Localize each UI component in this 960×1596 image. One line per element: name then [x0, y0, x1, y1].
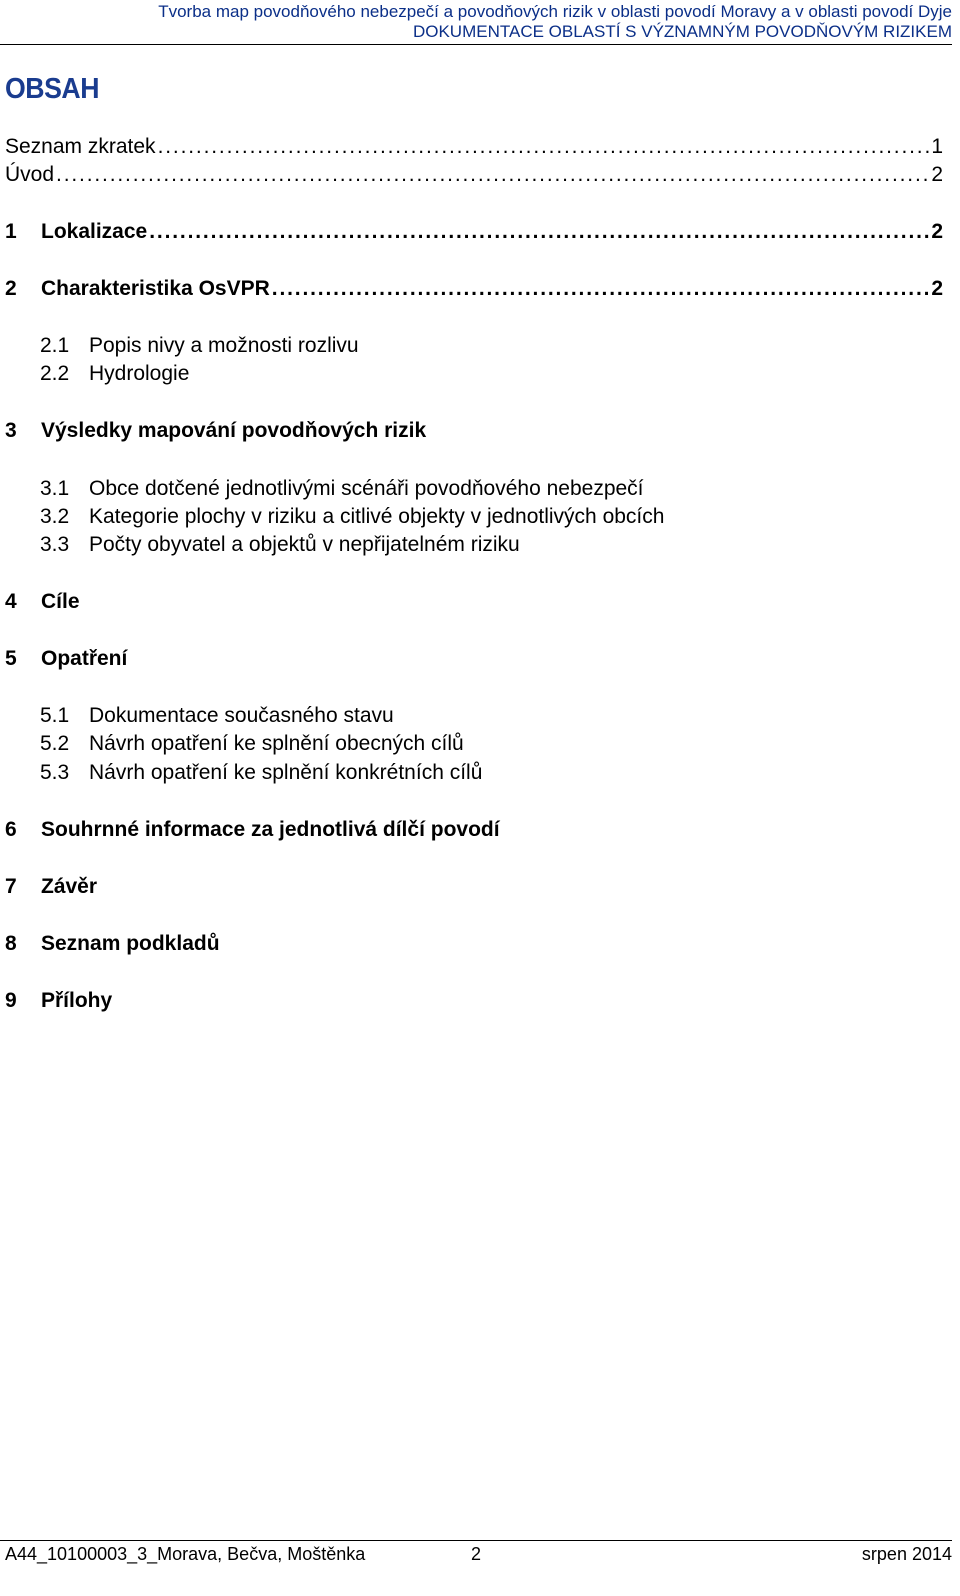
toc-entry-label: Návrh opatření ke splnění obecných cílů: [89, 732, 464, 755]
toc-entry-3-2[interactable]: [40, 504, 943, 530]
toc-entry-5-2[interactable]: [40, 731, 943, 757]
toc-entry-label: Popis nivy a možnosti rozlivu: [89, 334, 359, 357]
toc-entry-label: Obce dotčené jednotlivými scénáři povodňového nebezpečí: [89, 477, 644, 500]
toc-entry-number: 9: [5, 989, 17, 1012]
toc-entry-label: Hydrologie: [89, 362, 190, 385]
toc-entry-number: 4: [5, 590, 17, 613]
toc-leader: [272, 276, 930, 302]
toc-entry-8[interactable]: [5, 931, 943, 957]
toc-entry-introduction[interactable]: [5, 162, 943, 188]
toc-entry-6[interactable]: [5, 817, 943, 843]
toc-entry-label: Dokumentace současného stavu: [89, 704, 394, 727]
toc-entry-abbreviations[interactable]: [5, 134, 943, 160]
toc-entry-label: Opatření: [41, 647, 128, 670]
toc-entry-3-1[interactable]: [40, 476, 943, 502]
toc-entry-number: 1: [5, 220, 17, 243]
toc-entry-5-3[interactable]: [40, 760, 943, 786]
header-document-type: DOKUMENTACE OBLASTÍ S VÝZNAMNÝM POVODŇOVÝM RIZIKEM: [412, 22, 952, 41]
toc-entry-number: 5: [5, 647, 17, 670]
toc-entry-1[interactable]: [5, 219, 943, 245]
toc-entry-number: 6: [5, 818, 17, 841]
toc-entry-label: Souhrnné informace za jednotlivá dílčí povodí: [41, 818, 500, 841]
toc-entry-label: Kategorie plochy v riziku a citlivé objekty v jednotlivých obcích: [89, 505, 665, 528]
toc-entry-number: 2: [5, 277, 17, 300]
toc-entry-number: 3: [5, 419, 17, 442]
toc-entry-page: 2: [931, 277, 943, 300]
header-divider: [0, 44, 952, 45]
toc-entry-9[interactable]: [5, 988, 943, 1014]
toc-entry-label: Seznam zkratek: [5, 135, 156, 158]
toc-entry-number: 5.1: [40, 704, 70, 727]
toc-entry-label: Výsledky mapování povodňových rizik: [41, 419, 427, 442]
toc-entry-5-1[interactable]: [40, 703, 943, 729]
toc-leader: [158, 134, 930, 160]
toc-entry-label: Charakteristika OsVPR: [41, 277, 270, 300]
toc-entry-label: Seznam podkladů: [41, 932, 220, 955]
toc-entry-page: 2: [931, 163, 943, 186]
toc-entry-4[interactable]: [5, 589, 943, 615]
header-project-title: Tvorba map povodňového nebezpečí a povodňových rizik v oblasti povodí Moravy a v oblasti povodí Dyje: [158, 2, 952, 21]
toc-leader: [149, 219, 929, 245]
toc-entry-label: Cíle: [41, 590, 80, 613]
toc-leader: [56, 162, 929, 188]
footer-document-id: A44_10100003_3_Morava, Bečva, Moštěnka: [5, 1544, 366, 1564]
toc-entry-2[interactable]: [5, 276, 943, 302]
toc-entry-2-2[interactable]: [40, 361, 943, 387]
toc-entry-number: 5.2: [40, 732, 70, 755]
toc-entry-number: 8: [5, 932, 17, 955]
toc-entry-label: Lokalizace: [41, 220, 148, 243]
toc-entry-3[interactable]: [5, 418, 943, 444]
toc-entry-page: 1: [931, 135, 943, 158]
toc-entry-number: 3.1: [40, 477, 70, 500]
toc-entry-number: 3.3: [40, 533, 70, 556]
toc-entry-label: Úvod: [5, 163, 55, 186]
toc-entry-number: 7: [5, 875, 17, 898]
toc-entry-label: Návrh opatření ke splnění konkrétních cílů: [89, 761, 483, 784]
toc-title: OBSAH: [5, 73, 100, 105]
footer-date: srpen 2014: [861, 1544, 952, 1564]
toc-entry-number: 2.1: [40, 334, 70, 357]
footer-divider: [0, 1540, 952, 1541]
toc-entry-page: 2: [931, 220, 943, 243]
toc-entry-5[interactable]: [5, 646, 943, 672]
toc-entry-label: Přílohy: [41, 989, 113, 1012]
page-footer: [5, 1543, 952, 1565]
toc-entry-7[interactable]: [5, 874, 943, 900]
page-header: [0, 0, 952, 42]
toc-entry-label: Počty obyvatel a objektů v nepřijatelném riziku: [89, 533, 520, 556]
toc-entry-label: Závěr: [41, 875, 98, 898]
toc-entry-number: 2.2: [40, 362, 70, 385]
toc-entry-3-3[interactable]: [40, 532, 943, 558]
toc-entry-2-1[interactable]: [40, 333, 943, 359]
footer-page-number: 2: [471, 1544, 482, 1564]
toc-entry-number: 3.2: [40, 505, 70, 528]
toc-entry-number: 5.3: [40, 761, 70, 784]
